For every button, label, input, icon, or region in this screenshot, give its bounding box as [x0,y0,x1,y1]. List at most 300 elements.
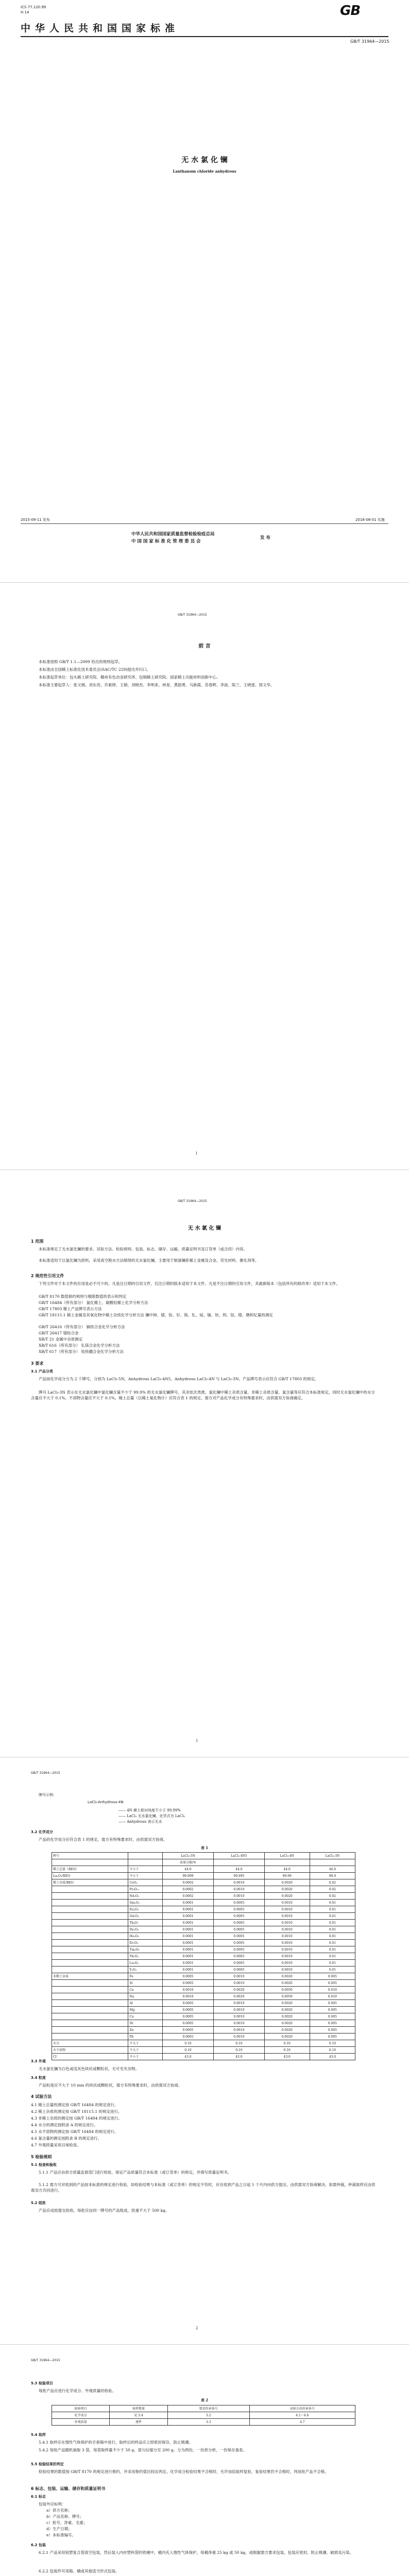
table-1-cell: 0.005 [310,2027,355,2033]
ref-item: GB/T 26417 镨钕合金 [39,1331,79,1335]
section-5-1-heading: 5.1 检查和验收 [31,2163,57,2167]
table-1-cell: CeO₂ [128,1879,162,1886]
test-method-item: 4.1 稀土总量的测定按 GB/T 16484 的规定进行。 [31,2103,118,2107]
marking-line: —— LaCl₃ 无水氯化镧，化学式为 LaCl₃ [118,1814,185,1818]
table-1-cell [52,1886,128,1893]
table-1-cell: 0.0010 [214,1893,264,1900]
table-1-row [52,1960,355,1967]
table-1-row [52,1973,355,1980]
table-1-cell: 0.01 [310,1946,355,1953]
table-1-cell: 0.0002 [162,1893,213,1900]
section-3-heading: 3 要求 [31,1361,44,1366]
grade-note-para: 牌号 LaCl₃-3N 表示在无水氯化镧中氯化镧含量不少于 99.9% 的无水氯化镧牌号，其余依次类推。氯化镧中稀土杂质含量、非稀土杂质含量、氯含量等应符合本标准规定，同时无水氯化镧中的水分含量应不大于 0.1%，不溶物含量应不大于 0.1%，稀土总量（以稀土氧化物计）应符合表 1 的规定。需方对产品化学成分有特殊要求时，由供需双方协商确定。 [31,1390,375,1400]
page-number: 1 [196,1739,198,1743]
table-1-cell [52,1987,128,1993]
table-1-cell: Tm₂O₃ [128,1946,162,1953]
table-1-cell: 0.10 [214,2047,264,2054]
table-1-cell: 0.005 [310,1973,355,1980]
marking-example-intro: 牌号示例： [39,1793,57,1797]
foreword-para-4: 本标准主要起草人：张文娟、刘东亮、许素婷、王娟、刘晓杰、李明来、林星、黄韶勇、马新霞、苏春晖、李波、陈兰、王晓雷、郭文华。 [39,683,275,687]
table-1-cell: 0.10 [264,2040,310,2047]
table-1-cell: 0.01 [310,1940,355,1946]
table-1-cell: 0.0005 [162,2013,213,2020]
table-1-row [52,2020,355,2027]
table-1-cell: 0.0010 [214,2013,264,2020]
table-1-cell [52,2033,128,2040]
section-3-2-heading: 3.2 化学成分 [31,1830,53,1834]
table-1-cell: 0.0020 [264,1893,310,1900]
table-1-cell: 0.0010 [162,1987,213,1993]
table-1-cell: 0.02 [310,1886,355,1893]
test-method-item: 4.6 氯含量的测定按附录 B 的规定进行。 [31,2136,102,2141]
section-3-4-heading: 3.4 粒度 [31,2076,46,2080]
table-1-row [52,1967,355,1973]
table-1-row [52,2047,355,2054]
sampling-para-2: 5.4.2 每批产品随机抽取 3 袋，每袋取样量不少于 50 g，混匀后缩分至 200 g，分为两份，一份供分析，一份保存备查。 [39,2448,247,2452]
table-1-cell: 0.0020 [264,1980,310,1987]
table-1-cell [52,2000,128,2007]
table-1-cell: Nd₂O₃ [128,1893,162,1900]
table-1-cell: 0.0005 [214,1960,264,1967]
table-1-cell [52,1900,128,1906]
marking-example-code: LaCl₃·Anhydrous-4N [88,1800,124,1804]
table-1-cell: 0.005 [310,2013,355,2020]
table-1-cell: 0.0001 [162,1906,213,1913]
scope-para-2: 本标准适用于以氯化镧为原料，采用真空脱水方法制得的无水氯化镧，主要用于制备镧系稀土金属及合金、荧光材料、催化剂等。 [39,1258,259,1263]
table-1-row [52,2040,355,2047]
implementation-date: 2016-08-01 实施 [355,518,385,522]
table-1-cell: Mg [128,2007,162,2013]
table-1-cell: 0.0005 [162,2033,213,2040]
table-1-cell: 0.01 [310,1920,355,1926]
main-body-page-3 [0,2349,409,2576]
table-1-cell: 0.0001 [162,1967,213,1973]
issue-word: 发 布 [260,535,270,540]
table-1-cell: 0.0010 [264,1946,310,1953]
table-1-cell: 0.005 [310,2033,355,2040]
table-1-cell: 0.0050 [264,1993,310,2000]
table-1-cell: 0.0001 [162,1960,213,1967]
table-1-cell: 0.0010 [264,1933,310,1940]
table-1 [52,1852,355,2060]
table-1-row [52,1933,355,1940]
table-1-cell: 非稀土杂质 [52,1973,128,1980]
table-1-cell: 0.02 [310,1879,355,1886]
table-1-cell: 0.0010 [264,1913,310,1920]
table-1-cell: Lu₂O₃ [128,1960,162,1967]
table-1-cell: 0.0010 [264,1900,310,1906]
table-1-cell: 0.10 [264,2047,310,2054]
table-1-cell: 0.0020 [264,2007,310,2013]
ref-item: GB/T 16484（所有部分） 氯化稀土、碳酸轻稀土化学分析方法 [39,1300,148,1305]
table-1-cell [52,1906,128,1913]
table-1-cell: 0.005 [310,2000,355,2007]
main-body-page-1 [0,1175,409,1753]
appearance-para: 无水氯化镧为白色或浅灰色块状或颗粒状，无可见夹杂物。 [39,2066,139,2071]
table-1-cell [52,2013,128,2020]
marking-list-item: e）本标准编号。 [46,2533,76,2537]
refs-intro: 下列文件对于本文件的应用是必不可少的。凡是注日期的引用文件，仅注日期的版本适用于本文件。凡是不注日期的引用文件，其最新版本（包括所有的修改单）适用于本文件。 [39,1281,340,1286]
cover-rule-bottom [21,523,388,524]
table-1-cell: 0.0010 [264,1953,310,1960]
table-2-cell: 3.3 [167,2419,249,2426]
table-2-cell: 化学成分 [52,2412,110,2419]
table-1-row [52,1953,355,1960]
marking-list-item: b）产品名称、牌号； [46,2514,84,2519]
marking-list-item: a）供方名称； [46,2508,72,2513]
table-1-cell [52,2007,128,2013]
table-1-cell: Y₂O₃ [128,1967,162,1973]
table-1-cell: 0.10 [310,2040,355,2047]
table-1-cell: Sm₂O₃ [128,1900,162,1906]
table-1-title: 表 1 [200,1845,209,1850]
table-1-cell: 0.0020 [264,2013,310,2020]
particle-size-para: 产品粒度应不大于 10 mm 的块状或颗粒状，需方有特殊要求时，由供需双方协商。 [39,2083,182,2088]
ref-item: GB/T 26416（所有部分） 镝铁合金化学分析方法 [39,1325,125,1329]
table-1-cell: LaCl₃-4N5 [214,1853,264,1859]
ccs-code: H 14 [21,10,29,14]
table-1-cell: 不小于 [128,1873,162,1879]
table-1-cell: 0.010 [310,1993,355,2000]
table-1-cell: 0.0010 [214,1879,264,1886]
table-1-cell: Cl⁻ [52,2054,128,2060]
table-1-cell: LaCl₃-4N [264,1853,310,1859]
table-1-cell: 0.0010 [214,2027,264,2033]
table-1-cell: 99.9 [310,1873,355,1879]
table-1-row [52,2000,355,2007]
table-1-cell [128,1853,162,1859]
table-1-cell: 不小于 [128,1866,162,1873]
table-1-cell: 0.0020 [264,1973,310,1980]
table-1-cell: 99.995 [214,1873,264,1879]
table-1-cell: 0.01 [310,1906,355,1913]
table-1-cell: 0.01 [310,1953,355,1960]
table-1-cell: 0.005 [310,2020,355,2027]
table-1-cell: 0.10 [310,2047,355,2054]
table-1-cell: 0.0010 [214,1973,264,1980]
table-2-row [52,2412,355,2419]
table-1-cell [214,1859,264,1866]
table-1-cell: 0.01 [310,1933,355,1940]
issue-date: 2015-09-11 发布 [21,518,50,522]
inspection-para-1: 5.1.1 产品应由供方质量监督部门进行检验，保证产品质量符合本标准（或订货单）的规定，并填写质量证明书。 [39,2170,231,2175]
table-1-cell: 0.0005 [214,1940,264,1946]
section-1-heading: 1 范围 [31,1239,44,1244]
sampling-para-1: 5.4.1 取样应在惰性气体保护的手套箱中进行，取样后的样品应立即密封保存，防止吸潮。 [39,2440,193,2445]
marking-list-item: d）生产日期； [46,2527,72,2531]
table-1-cell: 0.0001 [162,1953,213,1960]
table-1-cell [52,2027,128,2033]
section-5-heading: 5 检验规则 [31,2155,52,2159]
scope-para-1: 本标准规定了无水氯化镧的要求、试验方法、检验规则、包装、标志、储存、运输、质量证明书及订货单（或合同）内容。 [39,1247,247,1251]
table-2-cell: 4.7 [249,2419,355,2426]
main-body-page-2 [0,1762,409,2341]
ref-item: GB/T 17803 稀土产品牌号表示方法 [39,1307,102,1311]
table-1-cell: 0.0002 [162,1879,213,1886]
table-1-cell [52,1920,128,1926]
table-1-cell: 0.0010 [214,2020,264,2027]
table-1-cell: 0.0020 [264,2027,310,2033]
packaging-para-2: 6.2.2 包装件可用箱、桶或其他适当形式包装。 [39,2569,120,2573]
ref-item: XB/T 616（所有部分） 钆镁合金化学分析方法 [39,1343,120,1348]
table-1-cell: 0.0010 [214,1980,264,1987]
table-1-cell: 0.0005 [214,1906,264,1913]
table-1-cell: 0.0010 [264,1960,310,1967]
table-1-row [52,1993,355,2000]
table-1-cell: Er₂O₃ [128,1940,162,1946]
table-1-cell: 0.01 [310,1900,355,1906]
classification-para: 产品按化学成分分为 2 个牌号，分别为 LaCl₃-5N，Anhydrous LaCl₃-4N5，Anhydrous LaCl₃-4N 与 LaCl₃-3N。产品牌号表示应符合 GB/T 17803 的规定。 [39,1377,319,1381]
table-1-cell [52,2020,128,2027]
ics-code: ICS 77.120.99 [21,5,46,9]
table-2-cell: 4.1～4.6 [249,2412,355,2419]
table-1-cell: La₂O₃/REO [52,1873,128,1879]
table-1-cell: 0.01 [310,1960,355,1967]
document-title: 无 水 氯 化 镧 [181,156,228,164]
ref-item: GB/T 8170 数值修约规则与极限数值的表示和判定 [39,1294,127,1299]
table-1-cell: Pr₆O₁₁ [128,1886,162,1893]
table-1-cell: 44.0 [214,1866,264,1873]
section-5-2-heading: 5.2 组批 [31,2201,46,2205]
table-1-cell: Na [128,1993,162,2000]
section-5-5-heading: 5.5 检验结果的判定 [31,2462,64,2466]
issuer-line-1: 中华人民共和国国家质量监督检验检疫总局 [131,532,215,537]
table-1-row [52,1920,355,1926]
table-1-cell: 0.01 [310,1926,355,1933]
table-1-cell: 0.0010 [264,1940,310,1946]
table-2-cell: 要求的章条号 [167,2405,249,2412]
table-1-cell: Gd₂O₃ [128,1913,162,1920]
table-1-cell: Eu₂O₃ [128,1906,162,1913]
table-1-cell: 0.0001 [162,1946,213,1953]
table-1-cell: Ni [128,2020,162,2027]
table-1-cell: 0.005 [310,1980,355,1987]
table-1-cell: 0.0001 [162,1933,213,1940]
table-1-row [52,2054,355,2060]
table-1-cell: 0.02 [310,1893,355,1900]
marking-list-item: 包装外应标明： [39,2502,66,2506]
table-1-cell: 0.0001 [162,1926,213,1933]
gb-logo: GB [340,3,361,19]
table-1-cell: 0.0010 [264,1906,310,1913]
table-1-cell: Tb₄O₇ [128,1920,162,1926]
cover-page [0,0,409,579]
table-2-cell: 检验项目 [52,2405,110,2412]
table-1-cell: 0.0010 [162,1993,213,2000]
table-1-cell: 0.0005 [162,2000,213,2007]
table-2-cell: 外观质量 [52,2419,110,2426]
inspection-items-para: 每批产品应进行化学成分、外观质量的检验。 [39,2388,116,2393]
foreword-page [0,587,409,1166]
table-1-cell: 水分 [52,2040,128,2047]
marking-list-item: c）批号、净重、毛重； [46,2520,88,2525]
table-1-row [52,2033,355,2040]
table-1-cell: 0.0010 [214,2033,264,2040]
section-6-heading: 6 标志、包装、运输、储存和质量证明书 [31,2486,106,2491]
table-1-cell: 0.0010 [214,1886,264,1893]
table-1-cell: 0.0005 [162,1980,213,1987]
table-1-row [52,1987,355,1993]
table-1-cell [128,1859,162,1866]
marking-line: —— 4N 稀土相对纯度不少于 99.99% [118,1808,181,1812]
table-1-row [52,1946,355,1953]
section-5-3-heading: 5.3 检验项目 [31,2381,53,2385]
table-1-cell: 0.010 [310,1987,355,1993]
table-1-cell: 43.0 [310,2054,355,2060]
table-1-cell: 0.10 [162,2040,213,2047]
table-1-cell: Yb₂O₃ [128,1953,162,1960]
table-1-cell: Fe [128,1973,162,1980]
body-title: 无 水 氯 化 镧 [188,1226,221,1231]
table-1-cell: 0.0005 [214,1920,264,1926]
table-2-cell: 取样数量 [110,2405,167,2412]
table-1-cell: 0.0010 [264,1920,310,1926]
page-header-std-no: GB/T 31964—2015 [31,1771,60,1775]
table-1-cell [52,1893,128,1900]
table-1-cell: 稀土总量（REO） [52,1866,128,1873]
table-2-row [52,2419,355,2426]
table-1-cell: 0.0020 [264,1886,310,1893]
table-1-cell [52,1946,128,1953]
packaging-para-1: 6.2.1 产品采用铝塑复合袋真空包装，然后装入内衬塑料袋的铁桶中，桶内充入惰性气体保护，每桶净重 25 kg 或 50 kg，或根据需方要求包装。包装应密封，防止吸潮、破损及污染。 [39,2550,354,2555]
marking-line: —— Anhydrous 表示无水 [118,1820,162,1824]
table-1-cell [52,1940,128,1946]
table-1-cell: 0.01 [310,1967,355,1973]
table-1-cell: Dy₂O₃ [128,1926,162,1933]
table-1-cell: 0.0020 [214,1993,264,2000]
table-1-row [52,1926,355,1933]
ref-item: XB/T 617（所有部分） 钕铁硼合金化学分析方法 [39,1349,124,1354]
table-1-cell: 0.0005 [162,2020,213,2027]
table-1-row [52,1879,355,1886]
chemical-composition-para: 产品的化学成分应符合表 1 的规定。需方有特殊要求时，由供需双方协商。 [39,1837,167,1842]
table-1-cell: 0.0005 [214,1926,264,1933]
table-1-cell: 0.0010 [264,1967,310,1973]
table-1-cell: 43.0 [162,2054,213,2060]
table-1-cell: 0.0005 [214,1933,264,1940]
test-method-item: 4.3 非稀土杂质的测定按 GB/T 16484 的规定进行。 [31,2116,122,2121]
section-3-3-heading: 3.3 外观 [31,2059,46,2063]
table-1-row [52,1980,355,1987]
table-1-cell: 牌号 [52,1853,128,1859]
section-4-heading: 4 试验方法 [31,2094,52,2099]
table-1-cell [52,1913,128,1920]
table-1-cell: 43.0 [264,2054,310,2060]
table-1-cell: Ca [128,1987,162,1993]
table-1-cell: 0.0005 [214,1953,264,1960]
table-1-cell [52,1953,128,1960]
table-1-cell: 44.0 [264,1866,310,1873]
table-1-cell: Cu [128,2013,162,2020]
table-2-cell: 见 5.4 [110,2412,167,2419]
table-1-cell: 0.0005 [214,1913,264,1920]
table-1-row [52,1906,355,1913]
table-1-row [52,1853,355,1859]
ref-item: XB/T 21 金属中杂质测定 [39,1337,83,1342]
table-1-cell: 0.0020 [214,1987,264,1993]
table-1-cell [264,1859,310,1866]
table-1-cell: 44.0 [162,1866,213,1873]
page-header-std-no: GB/T 31964—2015 [178,1199,207,1203]
table-1-cell: Si [128,1980,162,1987]
cover-rule-top [21,36,388,37]
table-1-cell: 0.0001 [162,1913,213,1920]
page-header-std-no: GB/T 31964—2015 [178,613,207,617]
table-1-cell: Pb [128,2033,162,2040]
section-6-2-heading: 6.2 包装 [31,2543,46,2547]
table-1-cell: 99.99 [264,1873,310,1879]
document-title-english: Lanthanum chloride anhydrous [173,169,236,174]
table-2-cell: 逐件 [110,2419,167,2426]
section-2-heading: 2 规范性引用文件 [31,1274,64,1278]
page-number: 2 [196,2326,198,2330]
page-header-std-no: GB/T 31964—2015 [31,2359,60,2362]
table-1-row [52,2013,355,2020]
table-1-cell [52,1933,128,1940]
table-1-cell: 44.0 [310,1866,355,1873]
section-5-4-heading: 5.4 取样 [31,2433,46,2437]
table-1-cell: 0.0020 [264,2033,310,2040]
foreword-para-3: 本标准起草单位：包头稀土研究院、赣州有色冶金研究所、包钢稀土研究院、国家稀土功能材料创新中心。 [39,675,220,680]
table-1-cell: Al [128,2000,162,2007]
table-1-row [52,1893,355,1900]
table-2-row [52,2405,355,2412]
test-method-item: 4.4 水分的测定按附录 A 的规定进行。 [31,2123,98,2127]
table-1-row [52,1873,355,1879]
ref-item: GB/T 18115.1 稀土金属及其氧化物中稀土杂质化学分析方法 镧中铈、镨、钕、钐、铕、钆、铽、镝、钬、铒、铥、镱、镥和钇量的测定 [39,1313,273,1317]
table-1-row [52,1859,355,1866]
table-1-cell: 0.0020 [264,2020,310,2027]
test-method-item: 4.5 水不溶物的测定按 GB/T 16484 的规定进行。 [31,2129,118,2134]
table-1-row [52,1900,355,1906]
table-1-cell [52,1960,128,1967]
table-1-cell: 43.0 [214,2054,264,2060]
table-1-cell: 0.10 [162,2047,213,2054]
table-1-cell [52,1859,128,1866]
table-1-row [52,2007,355,2013]
page-separator [0,2344,409,2345]
judgement-para: 检验结果的数值按 GB/T 8170 的规定进行修约，并采用修约值比较法判定。化学成分检验结果不合格时，允许加倍取样复验，复验结果仍不合格时，判该批产品不合格。 [39,2469,329,2474]
test-method-item: 4.2 稀土杂质的测定按 GB/T 18115.1 的规定进行。 [31,2109,122,2114]
page-separator [0,582,409,583]
table-2-title: 表 2 [200,2398,209,2402]
table-2-cell: 试验方法的章条号 [249,2405,355,2412]
table-1-cell: 质量分数/% [162,1859,213,1866]
table-1-cell: 0.0001 [162,1920,213,1926]
table-1-cell: 0.0010 [214,2007,264,2013]
table-1-cell: 0.0005 [162,2027,213,2033]
issuer-line-2: 中 国 国 家 标 准 化 管 理 委 员 会 [131,539,201,544]
table-1-cell: LaCl₃-3N [310,1853,355,1859]
table-2 [52,2405,355,2426]
table-1-row [52,1913,355,1920]
table-1-row [52,2027,355,2033]
table-1-cell: 0.0001 [162,1900,213,1906]
table-1-cell [310,1859,355,1866]
foreword-heading: 前 言 [198,643,211,649]
table-1-cell: 0.0005 [214,1967,264,1973]
table-1-row [52,1886,355,1893]
page-number: I [196,1151,197,1156]
inspection-para-2: 5.1.2 需方可对收到的产品按本标准的规定进行检验，如检验结果与本标准（或订货单）的规定不符时，应在收到产品之日起 1 个月内向供方提出，由供需双方协商解决。如需仲裁，仲裁取样应由供需双方共同进行。 [31,2182,376,2193]
table-1-cell: 0.0010 [264,1926,310,1933]
test-method-item: 4.7 外观质量采用目视检查。 [31,2143,81,2147]
table-1-cell [52,1967,128,1973]
standard-number: GB/T 31964—2015 [350,39,389,44]
table-1-cell: Ho₂O₃ [128,1933,162,1940]
national-standard-title: 中华人民共和国国家标准 [21,23,180,34]
table-1-cell: 0.01 [310,1913,355,1920]
